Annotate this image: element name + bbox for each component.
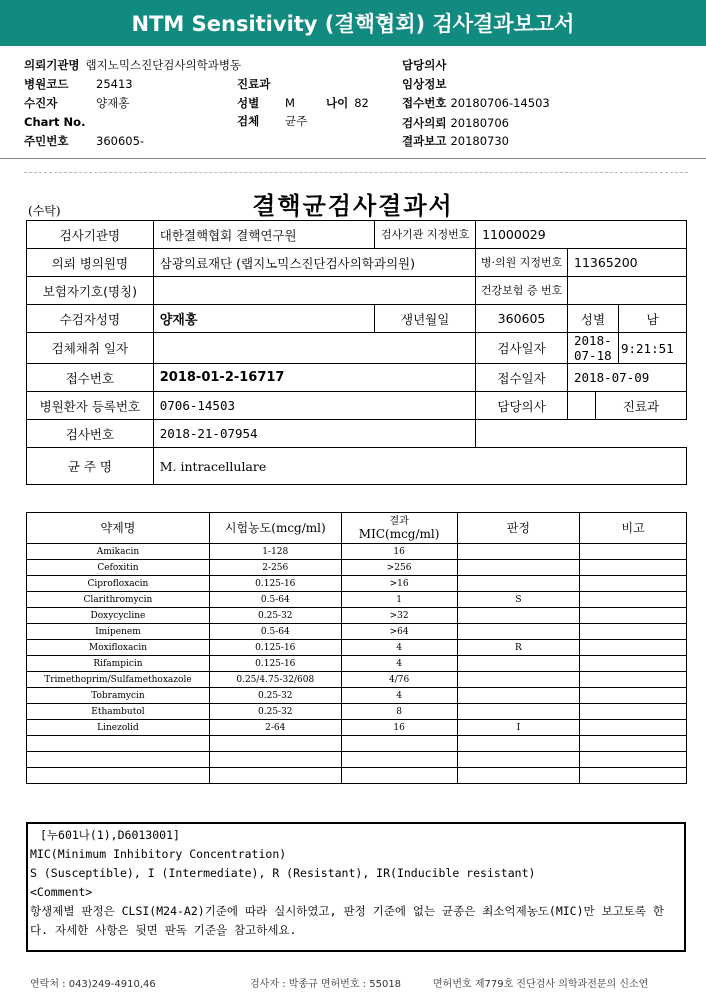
drug-name: Linezolid xyxy=(27,720,210,736)
drug-name: Moxifloxacin xyxy=(27,640,210,656)
interpretation xyxy=(457,752,580,768)
remark xyxy=(580,640,687,656)
drug-name: Trimethoprim/Sulfamethoxazole xyxy=(27,672,210,688)
table-row xyxy=(27,672,687,688)
mic-value xyxy=(341,736,457,752)
interpretation xyxy=(457,656,580,672)
comment-box xyxy=(26,822,686,952)
table-row xyxy=(27,768,687,784)
accept-no-label: 접수번호 xyxy=(27,364,154,392)
drug-name: Cefoxitin xyxy=(27,560,210,576)
drug-name: Clarithromycin xyxy=(27,592,210,608)
name-label: 수검자성명 xyxy=(27,305,154,333)
table-row xyxy=(27,277,687,305)
drug-name: Doxycycline xyxy=(27,608,210,624)
doctor-value xyxy=(568,392,596,420)
table-row xyxy=(27,560,687,576)
consignment-stamp: (수탁) xyxy=(28,204,61,218)
mic-value: 4/76 xyxy=(341,672,457,688)
interpretation xyxy=(457,624,580,640)
name-value: 양재홍 xyxy=(153,305,375,333)
doctor-label: 담당의사 xyxy=(476,392,568,420)
test-range: 0.125-16 xyxy=(209,576,341,592)
footer-license: 면허번호 제779호 진단검사 의학과전문의 신소연 xyxy=(433,979,649,990)
test-range: 0.5-64 xyxy=(209,592,341,608)
table-row xyxy=(27,640,687,656)
lab-no-value: 11000029 xyxy=(476,221,687,249)
mic-value xyxy=(341,768,457,784)
test-range: 1-128 xyxy=(209,544,341,560)
header-doctor: 담당의사 xyxy=(402,58,447,72)
remark xyxy=(580,624,687,640)
blank-cell xyxy=(476,420,687,448)
drug-name: Amikacin xyxy=(27,544,210,560)
mic-value: >16 xyxy=(341,576,457,592)
test-range: 0.25/4.75-32/608 xyxy=(209,672,341,688)
interpretation xyxy=(457,768,580,784)
interpretation: R xyxy=(457,640,580,656)
remark xyxy=(580,704,687,720)
interpretation xyxy=(457,608,580,624)
table-row xyxy=(27,576,687,592)
test-date-label: 검사일자 xyxy=(476,333,568,364)
reg-no-label: 병원환자 등록번호 xyxy=(27,392,154,420)
strain-value: M. intracellulare xyxy=(153,448,686,485)
table-row xyxy=(27,608,687,624)
test-range: 0.125-16 xyxy=(209,656,341,672)
insure-label: 보험자기호(명칭) xyxy=(27,277,154,305)
col-remark: 비고 xyxy=(580,513,687,544)
interpretation xyxy=(457,688,580,704)
sex-label: 성별 xyxy=(568,305,619,333)
interpretation xyxy=(457,672,580,688)
patient-info-table xyxy=(26,220,687,485)
header-code: 병원코드 25413 xyxy=(24,77,133,91)
test-range: 0.25-32 xyxy=(209,704,341,720)
strain-label: 균 주 명 xyxy=(27,448,154,485)
mic-value: 1 xyxy=(341,592,457,608)
table-row xyxy=(27,752,687,768)
remark xyxy=(580,592,687,608)
drug-name: Ciprofloxacin xyxy=(27,576,210,592)
section-divider xyxy=(24,172,688,173)
report-banner: NTM Sensitivity (결핵협회) 검사결과보고서 xyxy=(0,0,706,46)
table-row xyxy=(27,221,687,249)
table-row xyxy=(27,448,687,485)
drug-name xyxy=(27,752,210,768)
test-range: 0.5-64 xyxy=(209,624,341,640)
interpretation xyxy=(457,576,580,592)
remark xyxy=(580,576,687,592)
interpretation xyxy=(457,704,580,720)
comment-tag: <Comment> xyxy=(30,885,93,899)
reg-no-value: 0706-14503 xyxy=(153,392,475,420)
header-chart: Chart No. xyxy=(24,115,86,129)
table-header-row xyxy=(27,513,687,544)
table-row xyxy=(27,249,687,277)
table-row xyxy=(27,392,687,420)
footer-examiner: 검사자 : 박종규 면허번호 : 55018 xyxy=(250,979,402,990)
mic-value: 4 xyxy=(341,640,457,656)
table-row xyxy=(27,624,687,640)
remark xyxy=(580,688,687,704)
drug-name: Rifampicin xyxy=(27,656,210,672)
test-range xyxy=(209,768,341,784)
accept-date-value: 2018-07-09 xyxy=(568,364,687,392)
table-row xyxy=(27,364,687,392)
test-no-value: 2018-21-07954 xyxy=(153,420,475,448)
header-report: 결과보고 20180730 xyxy=(402,134,509,148)
header-hospital: 의뢰기관명 랩지노믹스진단검사의학과병동 xyxy=(24,58,242,72)
remark xyxy=(580,656,687,672)
health-no-value xyxy=(568,277,687,305)
lab-label: 검사기관명 xyxy=(27,221,154,249)
comment-text: 항생제별 판정은 CLSI(M24-A2)기준에 따라 실시하였고, 판정 기준에 없는 균종은 최소억제농도(MIC)만 보고토록 한다. 자세한 사항은 뒷면 판독 기준을 참고하세요. xyxy=(30,904,665,937)
table-row xyxy=(27,720,687,736)
drug-susceptibility-table xyxy=(26,512,687,784)
dob-label: 생년월일 xyxy=(375,305,476,333)
header-dept: 진료과 xyxy=(237,77,271,91)
collect-label: 검체채취 일자 xyxy=(27,333,154,364)
col-interp: 판정 xyxy=(457,513,580,544)
dob-value: 360605 xyxy=(476,305,568,333)
header-divider xyxy=(0,158,706,159)
health-no-label: 건강보험 증 번호 xyxy=(476,277,568,305)
footer-contact: 연락처 : 043)249-4910,46 xyxy=(30,979,156,990)
mic-value: 16 xyxy=(341,720,457,736)
table-row xyxy=(27,704,687,720)
col-range: 시험농도(mcg/ml) xyxy=(209,513,341,544)
test-no-label: 검사번호 xyxy=(27,420,154,448)
test-range xyxy=(209,736,341,752)
mic-value: >256 xyxy=(341,560,457,576)
ref-no-label: 병·의원 지정번호 xyxy=(476,249,568,277)
remark xyxy=(580,768,687,784)
mic-value: >32 xyxy=(341,608,457,624)
test-date-value: 2018-07-18 xyxy=(568,333,619,364)
mic-value xyxy=(341,752,457,768)
test-range xyxy=(209,752,341,768)
sex-value: 남 xyxy=(618,305,686,333)
header-rrn: 주민번호 360605- xyxy=(24,134,145,148)
table-row xyxy=(27,420,687,448)
header-accession: 접수번호 20180706-14503 xyxy=(402,96,550,110)
test-range: 0.125-16 xyxy=(209,640,341,656)
drug-name: Ethambutol xyxy=(27,704,210,720)
lab-value: 대한결핵협회 결핵연구원 xyxy=(153,221,375,249)
drug-name: Tobramycin xyxy=(27,688,210,704)
header-patient: 수진자 양재홍 xyxy=(24,96,130,110)
mic-definition: MIC(Minimum Inhibitory Concentration) xyxy=(30,847,287,861)
remark xyxy=(580,608,687,624)
header-request: 검사의뢰 20180706 xyxy=(402,116,509,130)
remark xyxy=(580,736,687,752)
remark xyxy=(580,752,687,768)
billing-code: [누601나(1),D6013001] xyxy=(40,828,180,842)
collect-value xyxy=(153,333,475,364)
drug-name xyxy=(27,736,210,752)
lab-no-label: 검사기관 지정번호 xyxy=(375,221,476,249)
col-drug: 약제명 xyxy=(27,513,210,544)
test-range: 2-256 xyxy=(209,560,341,576)
table-row xyxy=(27,544,687,560)
mic-value: 4 xyxy=(341,656,457,672)
table-row xyxy=(27,736,687,752)
interpretation xyxy=(457,544,580,560)
mic-value: 16 xyxy=(341,544,457,560)
ref-no-value: 11365200 xyxy=(568,249,687,277)
interpretation-legend: S (Susceptible), I (Intermediate), R (Resistant), IR(Inducible resistant) xyxy=(30,866,536,880)
remark xyxy=(580,544,687,560)
interpretation: I xyxy=(457,720,580,736)
drug-name xyxy=(27,768,210,784)
insure-value xyxy=(153,277,475,305)
mic-value: 4 xyxy=(341,688,457,704)
header-specimen: 검체 균주 xyxy=(237,114,308,128)
table-row xyxy=(27,333,687,364)
header-sex: 성별 M xyxy=(237,96,295,110)
test-range: 0.25-32 xyxy=(209,608,341,624)
ref-hosp-value: 삼광의료재단 (랩지노믹스진단검사의학과의원) xyxy=(153,249,475,277)
table-row xyxy=(27,305,687,333)
test-range: 2-64 xyxy=(209,720,341,736)
remark xyxy=(580,720,687,736)
table-row xyxy=(27,592,687,608)
ref-hosp-label: 의뢰 병의원명 xyxy=(27,249,154,277)
interpretation: S xyxy=(457,592,580,608)
dept-label: 진료과 xyxy=(595,392,686,420)
form-title: 결핵균검사결과서 xyxy=(252,191,454,220)
interpretation xyxy=(457,736,580,752)
mic-value: >64 xyxy=(341,624,457,640)
remark xyxy=(580,672,687,688)
table-row xyxy=(27,688,687,704)
interpretation xyxy=(457,560,580,576)
header-age: 나이 82 xyxy=(326,96,369,110)
col-mic: 결과 MIC(mcg/ml) xyxy=(341,513,457,544)
test-range: 0.25-32 xyxy=(209,688,341,704)
test-time-value: 9:21:51 xyxy=(618,333,686,364)
mic-value: 8 xyxy=(341,704,457,720)
accept-date-label: 접수일자 xyxy=(476,364,568,392)
drug-name: Imipenem xyxy=(27,624,210,640)
remark xyxy=(580,560,687,576)
table-row xyxy=(27,656,687,672)
accept-no-value: 2018-01-2-16717 xyxy=(153,364,475,392)
header-clinical: 임상정보 xyxy=(402,77,447,91)
